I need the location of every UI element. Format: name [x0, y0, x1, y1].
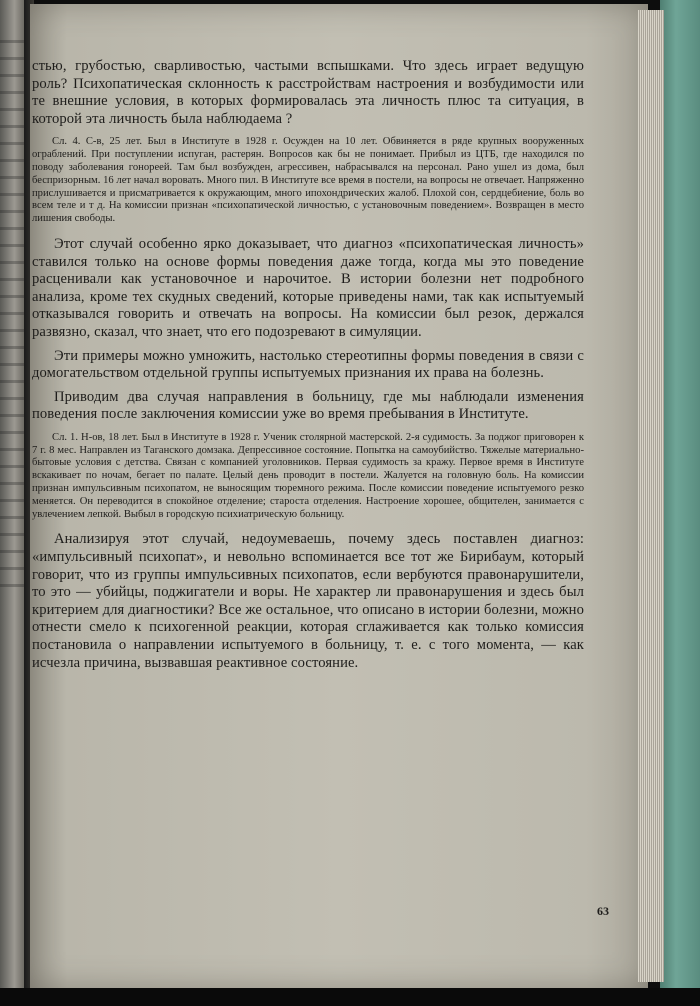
book-cover-edge	[660, 0, 700, 1006]
paragraph-analysis: Анализируя этот случай, недоумеваешь, почему здесь поставлен диагноз: «импульсивный психопат», и невольно вспоминается все тот же Бирибаум, который говорит, что из группы импульсивных психопатов, если вербуются правонарушители, то это — убийцы, поджигатели и воры. Не характер ли правонарушения и здесь был критерием для диагностики? Все же остальное, что описано в истории болезни, можно отнести смело к психогенной реакции, которая сглаживается как только комиссия постановила о направлении испытуемого в больницу, т. е. с того момента, — как исчезла причина, вызвавшая реактивное состояние.	[32, 531, 584, 671]
paragraph-continuation: стью, грубостью, сварливостью, частыми вспышками. Что здесь играет ведущую роль? Психопатическая склонность к расстройствам настроения и возбудимости или те внешние условия, в которых формировалась эта личность плюс та ситуация, в которой эта личность была наблюдаема ?	[32, 58, 584, 127]
case-note-1: Сл. 1. Н-ов, 18 лет. Был в Институте в 1928 г. Ученик столярной мастерской. 2-я судимость. За поджог приговорен к 7 г. 8 мес. Направлен из Таганского домзака. Депрессивное состояние. Попытка на самоубийство. Тяжелые материально-бытовые условия с детства. Связан с компанией уголовников. Первая судимость за кражу. Первое время в Институте вскакивает по ночам, бегает по палате. Целый день проводит в постели. Жалуется на головную боль. На комиссии признан импульсивным психопатом, не выносящим тюремного режима. После комиссии поведение испытуемого резко меняется. Он переводится в спокойное отделение; староста отделения. Настроение хорошее, общителен, занимается с увлечением лепкой. Выбыл в городскую психиатрическую больницу.	[32, 431, 584, 520]
bottom-shadow	[0, 988, 700, 1006]
left-page-edge	[0, 0, 24, 1006]
page-number: 63	[597, 904, 609, 918]
paragraph-examples: Эти примеры можно умножить, настолько стереотипны формы поведения в связи с домогательством отдельной группы испытуемых признания их права на болезнь.	[32, 347, 584, 382]
paragraph-hospital-cases: Приводим два случая направления в больницу, где мы наблюдали изменения поведения после заключения комиссии уже во время пребывания в Институте.	[32, 388, 584, 423]
paragraph-diagnosis: Этот случай особенно ярко доказывает, что диагноз «психопатическая личность» ставился только на основе формы поведения даже тогда, когда мы это поведение расценивали как установочное и нарочитое. В истории болезни нет подробного анализа, кроме тех скудных сведений, которые приведены нами, так как испытуемый отказывался говорить и отвечать на вопросы. На комиссии был резок, держался развязно, сказал, что знает, что его подозревают в симуляции.	[32, 235, 584, 340]
case-note-4: Сл. 4. С-в, 25 лет. Был в Институте в 1928 г. Осужден на 10 лет. Обвиняется в ряде крупных вооруженных ограблений. При поступлении испуган, растерян. Вопросов как бы не понимает. Прибыл из ЦТБ, где находился по поводу заболевания гонореей. Там был возбужден, агрессивен, набрасывался на персонал. Рано ушел из дома, был беспризорным. 16 лет начал воровать. Много пил. В Институте все время в постели, на вопросы не отвечает. Напряженно прислушивается и присматривается к окружающим, много ипохондрических жалоб. Плохой сон, сердцебиение, боль во всем теле и т д. На комиссии признан «психопатической личностью, с установочным поведением». Возвращен в место лишения свободы.	[32, 136, 584, 225]
page-text	[32, 58, 584, 672]
page-stack-edges	[638, 10, 664, 982]
left-page-text-fragment	[0, 40, 24, 600]
